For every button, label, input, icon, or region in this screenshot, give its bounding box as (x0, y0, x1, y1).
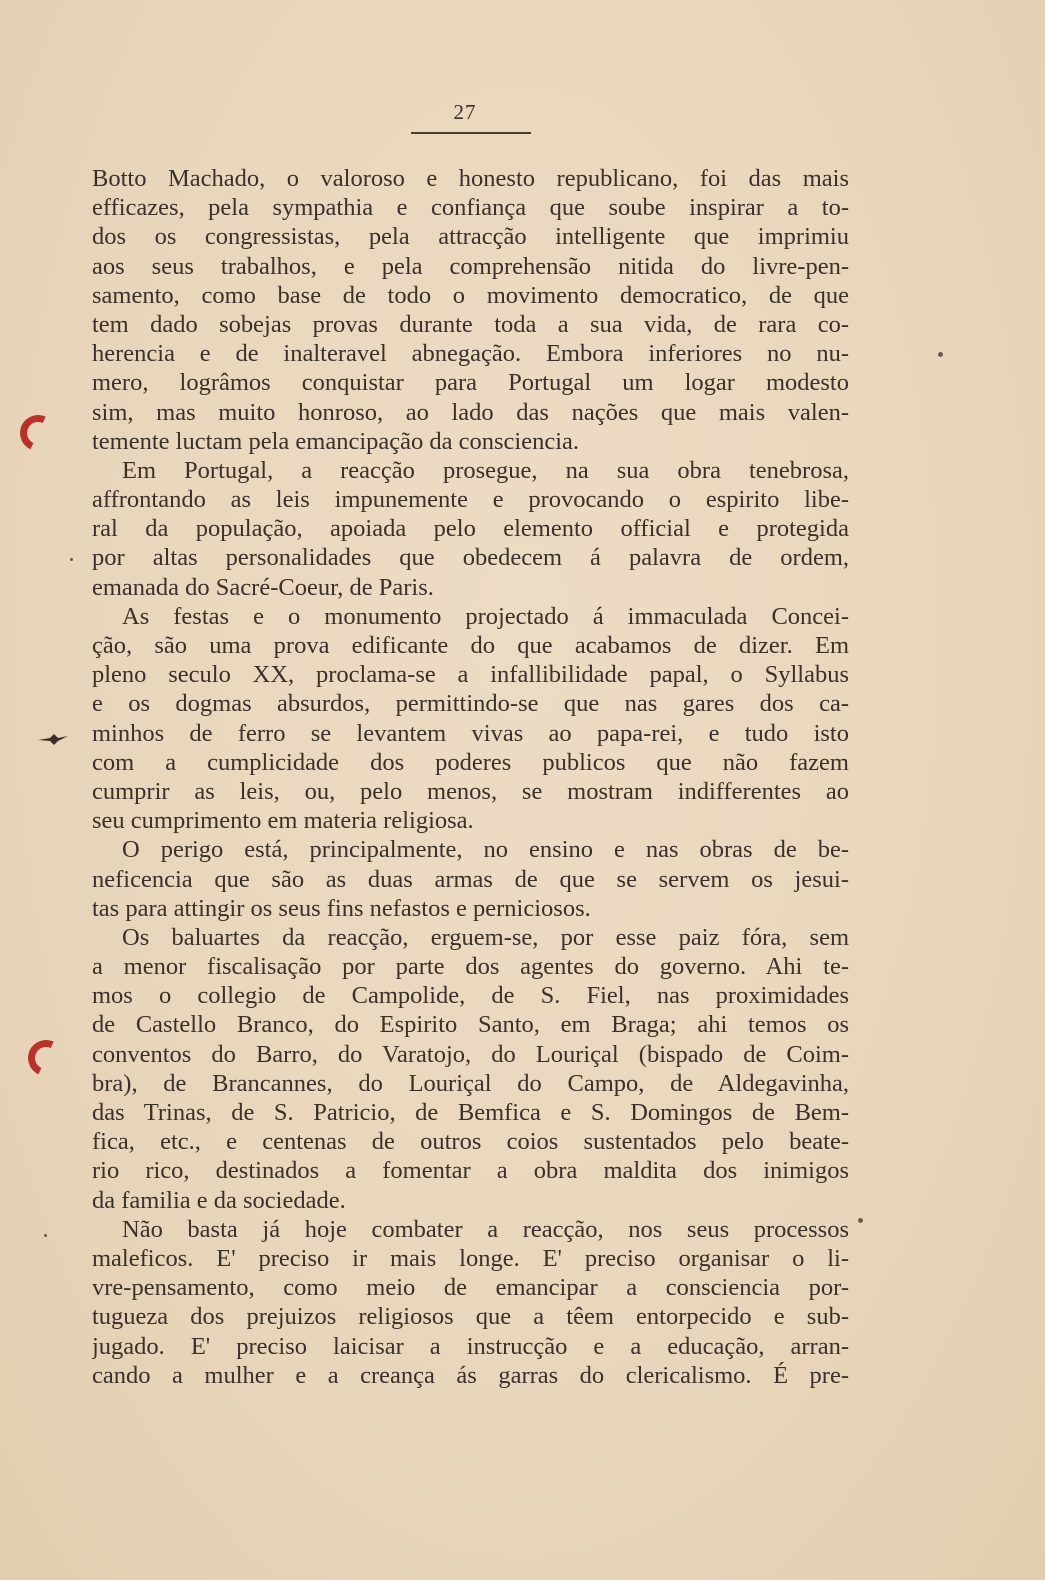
text-line: bra), de Brancannes, do Louriçal do Campo, de Aldegavinha, (92, 1069, 849, 1097)
text-line: mos o collegio de Campolide, de S. Fiel, nas proximidades (92, 982, 849, 1010)
text-line: maleficos. E' preciso ir mais longe. E' preciso organisar o li- (92, 1244, 849, 1272)
text-line: Não basta já hoje combater a reacção, nos seus processos (122, 1215, 849, 1243)
text-line: da familia e da sociedade. (92, 1186, 346, 1214)
speck (858, 1218, 863, 1223)
text-line: rio rico, destinados a fomentar a obra maldita dos inimigos (92, 1157, 849, 1185)
speck (44, 1234, 47, 1237)
text-line: e os dogmas absurdos, permittindo-se que nas gares dos ca- (92, 690, 849, 718)
text-line: de Castello Branco, do Espirito Santo, em Braga; ahi temos os (92, 1011, 849, 1039)
text-line: affrontando as leis impunemente e provocando o espirito libe- (92, 486, 849, 514)
text-line: com a cumplicidade dos poderes publicos que não fazem (92, 748, 849, 776)
text-line: As festas e o monumento projectado á immaculada Concei- (122, 602, 849, 630)
text-line: a menor fiscalisação por parte dos agentes do governo. Ahi te- (92, 953, 849, 981)
text-line: Em Portugal, a reacção prosegue, na sua obra tenebrosa, (122, 456, 849, 484)
text-line: pleno seculo XX, proclama-se a infallibilidade papal, o Syllabus (92, 661, 849, 689)
text-line: O perigo está, principalmente, no ensino e nas obras de be- (122, 836, 849, 864)
text-line: Os baluartes da reacção, erguem-se, por esse paiz fóra, sem (122, 923, 849, 951)
text-line: Botto Machado, o valoroso e honesto republicano, foi das mais (92, 165, 849, 192)
text-line: das Trinas, de S. Patricio, de Bemfica e S. Domingos de Bem- (92, 1099, 849, 1126)
text-line: vre-pensamento, como meio de emancipar a consciencia por- (92, 1274, 849, 1302)
text-line: aos seus trabalhos, e pela comprehensão nitida do livre-pen- (92, 252, 849, 280)
page-number: 27 (453, 100, 477, 124)
speck (938, 352, 943, 357)
text-line: emanada do Sacré-Coeur, de Paris. (92, 573, 434, 601)
text-line: dos os congressistas, pela attracção intelligente que imprimiu (92, 223, 849, 251)
text-line: mero, logrâmos conquistar para Portugal um logar modesto (92, 369, 849, 397)
text-line: fica, etc., e centenas de outros coios sustentados pelo beate- (92, 1128, 849, 1156)
text-line: ral da população, apoiada pelo elemento official e protegida (92, 515, 849, 543)
pin-mark-icon (36, 732, 70, 746)
text-line: cando a mulher e a creança ás garras do clericalismo. É pre- (92, 1361, 849, 1389)
text-line: tugueza dos prejuizos religiosos que a têem entorpecido e sub- (92, 1303, 849, 1331)
speck (70, 558, 73, 561)
text-line: temente luctam pela emancipação da consciencia. (92, 427, 580, 455)
text-line: tas para attingir os seus fins nefastos e perniciosos. (92, 894, 591, 922)
text-line: neficencia que são as duas armas de que se servem os jesui- (92, 865, 849, 893)
red-ring-mark-icon (23, 1035, 69, 1081)
red-ring-mark-icon (15, 410, 61, 456)
text-line: minhos de ferro se levantem vivas ao papa-rei, e tudo isto (92, 719, 849, 747)
text-line: cumprir as leis, ou, pelo menos, se mostram indifferentes ao (92, 777, 849, 805)
text-line: conventos do Barro, do Varatojo, do Louriçal (bispado de Coim- (92, 1040, 849, 1068)
body-text (92, 164, 849, 1390)
text-line: jugado. E' preciso laicisar a instrucção e a educação, arran- (92, 1332, 849, 1360)
text-line: efficazes, pela sympathia e confiança que soube inspirar a to- (92, 194, 849, 222)
text-line: samento, como base de todo o movimento democratico, de que (92, 281, 849, 309)
text-line: sim, mas muito honroso, ao lado das nações que mais valen- (92, 398, 849, 426)
text-line: herencia e de inalteravel abnegação. Embora inferiores no nu- (92, 340, 849, 368)
text-line: por altas personalidades que obedecem á palavra de ordem, (92, 544, 849, 572)
text-line: seu cumprimento em materia religiosa. (92, 807, 474, 835)
text-line: ção, são uma prova edificante do que acabamos de dizer. Em (92, 632, 849, 659)
header-rule (411, 132, 531, 134)
text-line: tem dado sobejas provas durante toda a sua vida, de rara co- (92, 310, 849, 338)
